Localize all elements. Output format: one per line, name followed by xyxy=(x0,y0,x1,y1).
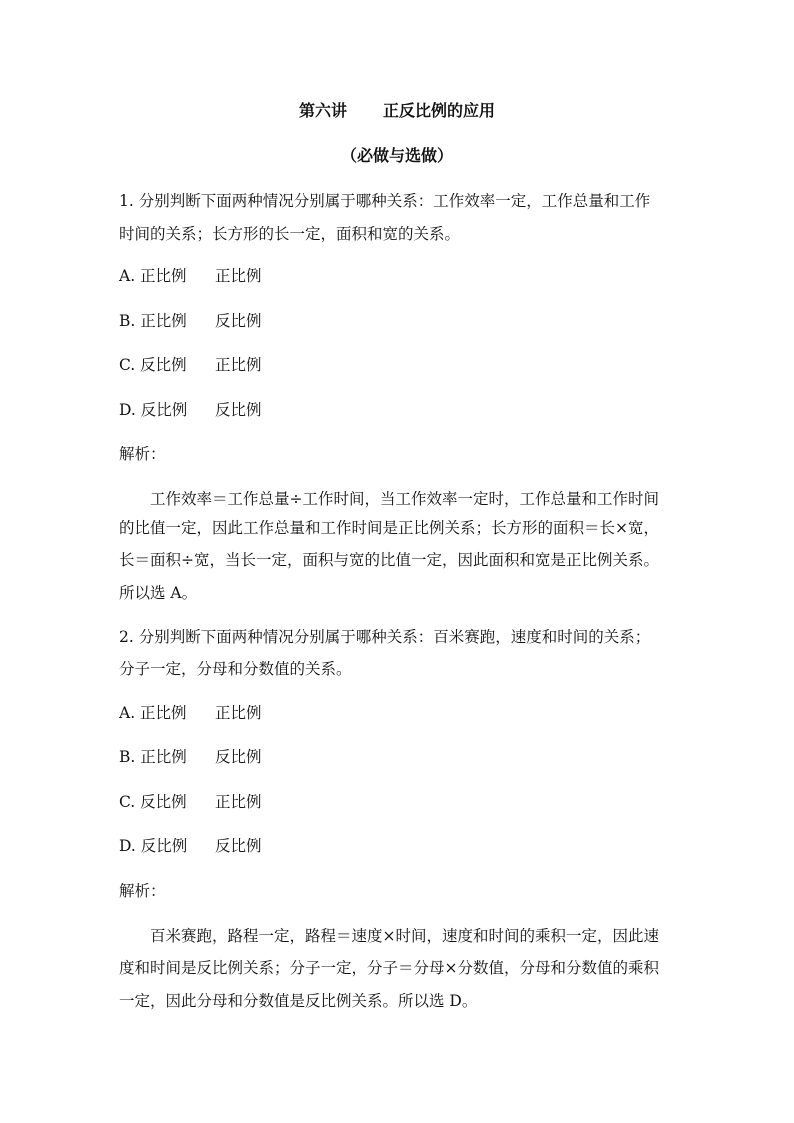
lecture-subtitle: （必做与选做） xyxy=(340,146,453,165)
q2-analysis-line-1: 百米赛跑，路程一定，路程＝速度×时间，速度和时间的乘积一定，因此速 xyxy=(150,927,659,945)
q2-analysis-line-3: 一定，因此分母和分数值是反比例关系。所以选 D。 xyxy=(119,992,478,1010)
q2-option-a: A. 正比例 正比例 xyxy=(119,704,262,722)
lecture-title xyxy=(0,101,794,121)
q1-stem-line-1: 1. 分别判断下面两种情况分别属于哪种关系：工作效率一定，工作总量和工作 xyxy=(119,192,651,210)
q1-option-c: C. 反比例 正比例 xyxy=(119,356,262,374)
q2-option-d: D. 反比例 反比例 xyxy=(119,837,262,855)
q1-analysis-line-3: 长＝面积÷宽，当长一定，面积与宽的比值一定，因此面积和宽是正比例关系。 xyxy=(119,551,659,569)
lecture-topic: 正反比例的应用 xyxy=(383,101,496,120)
q2-stem-line-1: 2. 分别判断下面两种情况分别属于哪种关系：百米赛跑，速度和时间的关系； xyxy=(119,628,651,646)
q1-stem-line-2: 时间的关系；长方形的长一定，面积和宽的关系。 xyxy=(119,225,461,243)
q2-stem-line-2: 分子一定，分母和分数值的关系。 xyxy=(119,660,352,678)
q2-analysis-line-2: 度和时间是反比例关系；分子一定，分子＝分母×分数值，分母和分数值的乘积 xyxy=(119,959,659,977)
q1-analysis-label: 解析： xyxy=(119,445,166,463)
q1-option-a: A. 正比例 正比例 xyxy=(119,267,262,285)
q1-analysis-line-4: 所以选 A。 xyxy=(119,584,198,602)
q1-analysis-line-1: 工作效率＝工作总量÷工作时间，当工作效率一定时，工作总量和工作时间 xyxy=(150,490,659,508)
q2-option-c: C. 反比例 正比例 xyxy=(119,793,262,811)
q2-option-b: B. 正比例 反比例 xyxy=(119,748,262,766)
q1-option-d: D. 反比例 反比例 xyxy=(119,401,262,419)
q2-analysis-label: 解析： xyxy=(119,882,166,900)
q1-analysis-line-2: 的比值一定，因此工作总量和工作时间是正比例关系；长方形的面积＝长×宽， xyxy=(119,519,659,537)
q1-option-b: B. 正比例 反比例 xyxy=(119,312,262,330)
lecture-number: 第六讲 xyxy=(298,101,347,120)
